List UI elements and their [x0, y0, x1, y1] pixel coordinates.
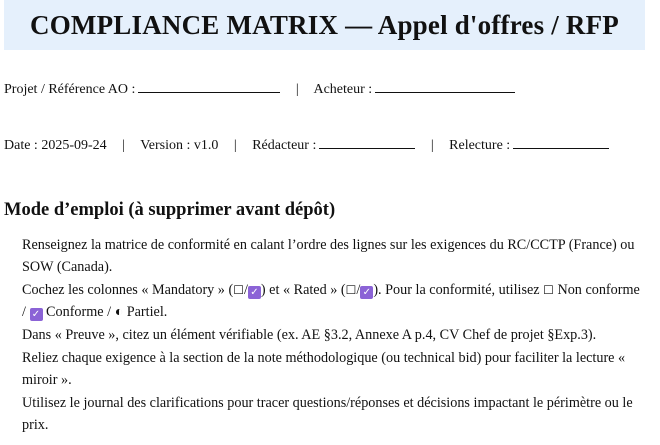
text: ). Pour la conformité, utilisez [373, 282, 544, 298]
instructions-heading: Mode d’emploi (à supprimer avant dépôt) [4, 200, 336, 220]
version-label: Version : [140, 138, 191, 153]
empty-checkbox-icon: ☐ [543, 283, 554, 297]
empty-checkbox-icon: ☐ [345, 283, 357, 297]
text: Non conforme / [22, 282, 640, 320]
instruction-item: Reliez chaque exigence à la section de la note méthodologique (ou technical bid) pour faciliter la lecture « miroir ». [22, 350, 626, 388]
half-circle-icon: ◐ [114, 304, 124, 320]
text: / [243, 282, 248, 298]
buyer-label: Acheteur : [313, 82, 373, 97]
text: / [356, 282, 361, 298]
text: Conforme / [42, 304, 115, 320]
text: ) et « Rated » ( [260, 282, 346, 298]
instruction-item: Utilisez le journal des clarifications pour tracer questions/réponses et décisions impactant le périmètre ou le prix. [22, 395, 633, 433]
reviewer-label: Relecture : [449, 138, 511, 153]
project-label: Projet / Référence AO : [4, 82, 136, 97]
instruction-item [22, 279, 647, 323]
page-title: COMPLIANCE MATRIX — Appel d'offres / RFP [4, 0, 645, 50]
text: Partiel. [123, 304, 168, 320]
instructions-list [22, 234, 647, 437]
instruction-item: Dans « Preuve », citez un élément vérifiable (ex. AE §3.2, Annexe A p.4, CV Chef de projet §Exp.3). [22, 327, 597, 343]
writer-input[interactable] [319, 136, 415, 149]
text: Cochez les colonnes « Mandatory » ( [22, 282, 234, 298]
empty-checkbox-icon: ☐ [233, 283, 244, 297]
writer-label: Rédacteur : [252, 138, 317, 153]
checked-checkbox-icon: ✓ [360, 286, 373, 299]
separator: | [122, 138, 125, 153]
date-value: 2025-09-24 [41, 138, 107, 153]
instruction-item: Renseignez la matrice de conformité en calant l’ordre des lignes sur les exigences du RC/CCTP (France) ou SOW (Canada). [22, 237, 635, 275]
meta-fields-row [4, 136, 609, 154]
project-fields-row [4, 80, 515, 98]
date-label: Date : [4, 138, 38, 153]
separator: | [295, 82, 299, 97]
checked-checkbox-icon: ✓ [248, 286, 261, 299]
project-input[interactable] [138, 80, 280, 93]
version-value: v1.0 [193, 138, 219, 153]
reviewer-input[interactable] [513, 136, 609, 149]
separator: | [430, 138, 434, 153]
buyer-input[interactable] [375, 80, 515, 93]
checked-checkbox-icon: ✓ [30, 308, 43, 321]
separator: | [233, 138, 237, 153]
